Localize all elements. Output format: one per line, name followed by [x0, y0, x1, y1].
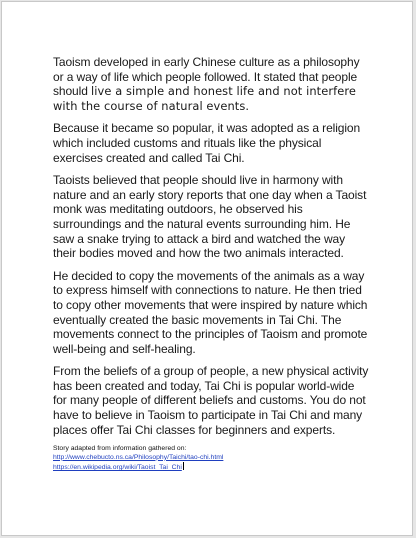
sources-block	[53, 445, 371, 472]
source-link-chebucto[interactable]: http://www.chebucto.ns.ca/Philosophy/Taichi/tao-chi.html	[53, 453, 224, 461]
paragraph-taoism-origins-tail: live a simple and honest life and not interfere with the course of natural events.	[53, 84, 356, 113]
paragraph-worldwide: From the beliefs of a group of people, a new physical activity has been created and today, Tai Chi is popular world-wide for many people of different beliefs and customs. You do not have to believe in Taoism to participate in Tai Chi and many places offer Tai Chi classes for beginners and experts.	[53, 364, 369, 437]
sources-intro: Story adapted from information gathered on:	[53, 445, 187, 453]
paragraph-religion: Because it became so popular, it was adopted as a religion which included customs and rituals like the physical exercises created and called Tai Chi.	[53, 121, 361, 165]
paragraph-taoism-origins-lead: Taoism developed in early Chinese culture as a philosophy or a way of life which people followed. It stated that people should	[53, 55, 360, 99]
paragraph-copy-movements: He decided to copy the movements of the animals as a way to express himself with connections to nature. He then tried to copy other movements that were inspired by nature which eventually created the basic movements in Tai Chi. The movements connect to the principles of Taoism and promote well-being and self-healing.	[53, 268, 368, 356]
document-page	[1, 1, 413, 536]
paragraph-harmony-story: Taoists believed that people should live in harmony with nature and an early story reports that one day when a Taoist monk was meditating outdoors, he observed his surroundings and the natural events surrounding him. He saw a snake trying to attack a bird and watched the way their bodies moved and how the two animals interacted.	[53, 173, 367, 261]
source-link-wikipedia[interactable]: https://en.wikipedia.org/wiki/Taoist_Tai_Chi	[53, 464, 182, 472]
document-body	[53, 55, 371, 472]
paragraph-taoism-origins	[53, 55, 371, 113]
text-cursor	[183, 462, 184, 470]
